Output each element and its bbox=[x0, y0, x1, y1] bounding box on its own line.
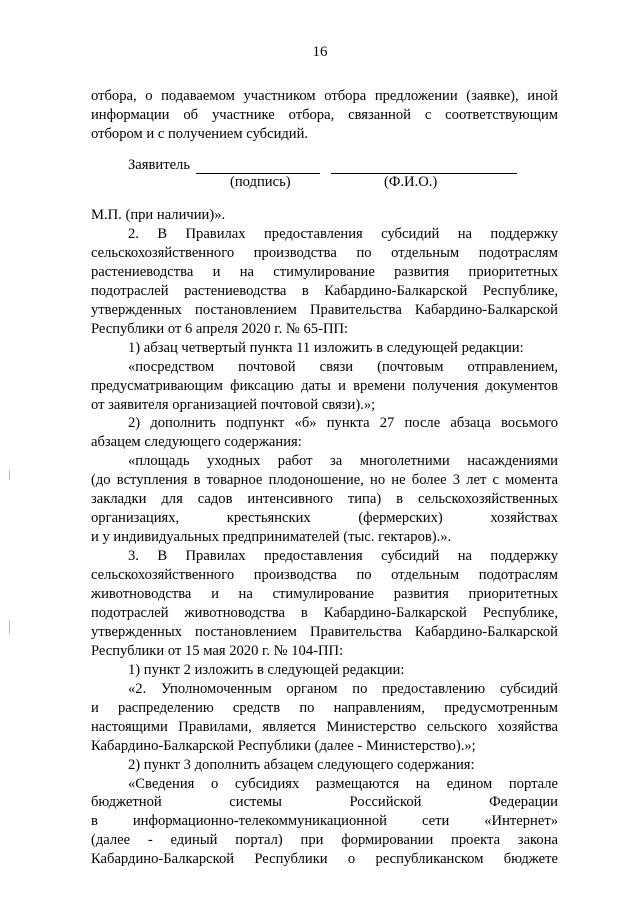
name-caption: (Ф.И.О.) bbox=[384, 174, 438, 190]
body-line: подотраслей растениеводства в Кабардино-Балкарской Республике, bbox=[91, 282, 558, 299]
scan-margin-mark bbox=[9, 470, 10, 480]
body-line: (до вступления в товарное плодоношение, но не более 3 лет с момента bbox=[91, 472, 558, 489]
body-line: М.П. (при наличии)». bbox=[91, 207, 226, 223]
body-line: растениеводства и на стимулирование развития приоритетных bbox=[91, 263, 558, 280]
body-line: 1) пункт 2 изложить в следующей редакции: bbox=[128, 661, 405, 678]
body-line: от заявителя организацией почтовой связи).»; bbox=[91, 396, 376, 413]
body-line: Республики от 15 мая 2020 г. № 104-ПП: bbox=[91, 642, 344, 659]
body-line: и распределению средств по направлениям, предусмотренным bbox=[91, 699, 558, 716]
page-number: 16 bbox=[312, 44, 328, 60]
body-line: Кабардино-Балкарской Республики (далее - Министерство).»; bbox=[91, 737, 476, 754]
body-line: «Сведения о субсидиях размещаются на едином портале bbox=[128, 775, 558, 792]
body-line: «посредством почтовой связи (почтовым отправлением, bbox=[128, 358, 558, 375]
body-line: закладки для садов интенсивного типа) в сельскохозяйственных bbox=[91, 491, 558, 508]
body-line: и у индивидуальных предпринимателей (тыс. гектаров).». bbox=[91, 529, 452, 546]
intro-line: отбором и с получением субсидий. bbox=[91, 126, 309, 142]
intro-line: информации об участнике отбора, связанной с соответствующим bbox=[91, 107, 558, 123]
body-line: бюджетной системы Российской Федерации bbox=[91, 794, 558, 811]
body-line: Кабардино-Балкарской Республики о республиканском бюджете bbox=[91, 851, 558, 868]
body-line: 2) дополнить подпункт «б» пункта 27 после абзаца восьмого bbox=[128, 415, 558, 432]
body-line: сельскохозяйственного производства по отдельным подотраслям bbox=[91, 567, 558, 583]
body-line: животноводства и на стимулирование развития приоритетных bbox=[91, 586, 558, 602]
body-line: «2. Уполномоченным органом по предоставлению субсидий bbox=[128, 680, 558, 697]
signature-caption: (подпись) bbox=[230, 174, 291, 190]
body-line: утвержденных постановлением Правительства Кабардино-Балкарской bbox=[91, 623, 558, 640]
body-line: организациях, крестьянских (фермерских) хозяйствах bbox=[91, 510, 558, 527]
scan-margin-mark bbox=[9, 620, 10, 634]
applicant-label: Заявитель bbox=[128, 157, 190, 173]
body-line: предусматривающим фиксацию даты и времени получения документов bbox=[91, 377, 558, 394]
body-line: (далее - единый портал) при формировании проекта закона bbox=[91, 832, 558, 849]
body-line: 2. В Правилах предоставления субсидий на поддержку bbox=[128, 225, 558, 242]
body-line: утвержденных постановлением Правительства Кабардино-Балкарской bbox=[91, 301, 558, 318]
body-line: абзацем следующего содержания: bbox=[91, 434, 302, 451]
body-line: сельскохозяйственного производства по отдельным подотраслям bbox=[91, 244, 558, 261]
intro-line: отбора, о подаваемом участником отбора предложении (заявке), иной bbox=[91, 88, 558, 104]
body-line: подотраслей животноводства в Кабардино-Балкарской Республике, bbox=[91, 605, 558, 621]
body-line: 1) абзац четвертый пункта 11 изложить в следующей редакции: bbox=[128, 339, 524, 356]
body-line: настоящими Правилами, является Министерство сельского хозяйства bbox=[91, 718, 558, 735]
body-line: 3. В Правилах предоставления субсидий на поддержку bbox=[128, 548, 558, 565]
body-line: 2) пункт 3 дополнить абзацем следующего содержания: bbox=[128, 756, 475, 773]
body-line: «площадь уходных работ за многолетними насаждениями bbox=[128, 453, 558, 470]
body-line: Республики от 6 апреля 2020 г. № 65-ПП: bbox=[91, 320, 349, 337]
body-line: в информационно-телекоммуникационной сети «Интернет» bbox=[91, 813, 558, 830]
